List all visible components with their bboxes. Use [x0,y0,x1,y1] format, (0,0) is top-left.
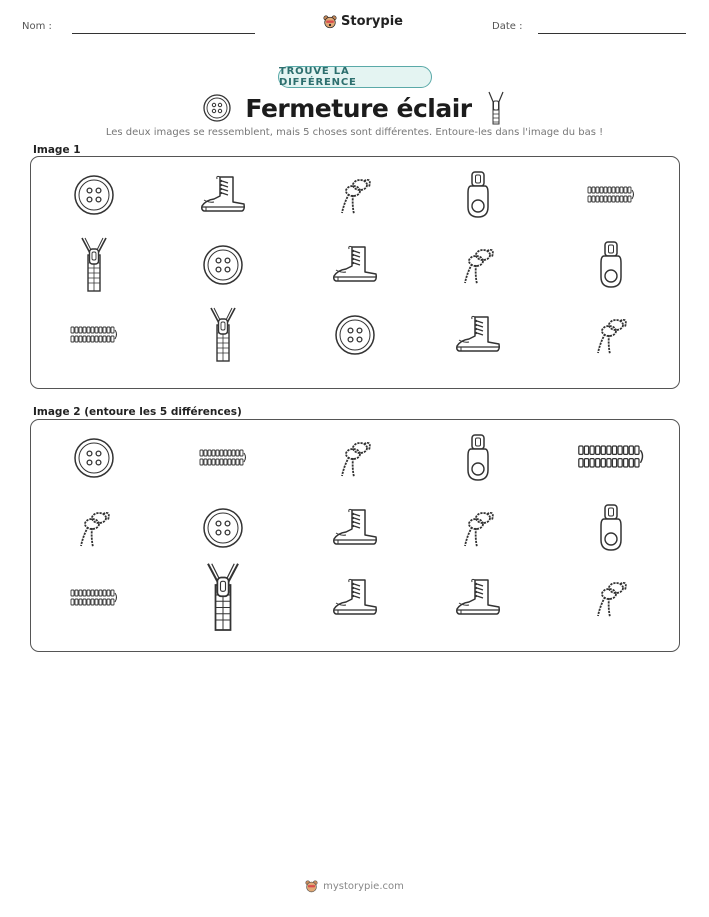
storypie-bear-icon [323,15,337,29]
storypie-bear-icon [305,880,318,893]
find-difference-badge: TROUVE LA DIFFÉRENCE [278,66,432,88]
zipper-pull-icon [465,171,491,223]
image2-cell-r2c5[interactable] [576,499,646,561]
rope-icon [590,313,632,361]
boot-icon [332,577,378,623]
zipper-teeth-icon [70,326,118,348]
button-icon [335,315,375,359]
zipper-pull-icon [598,504,624,556]
image2-cell-r1c2[interactable] [188,429,258,491]
button-icon [74,175,114,219]
rope-icon [334,436,376,484]
rope-icon [457,243,499,291]
name-line[interactable] [72,33,255,34]
image2-cell-r1c1[interactable] [59,429,129,491]
boot-icon [455,314,501,360]
image1-cell-r1c5[interactable] [576,166,646,228]
image2-cell-r1c4[interactable] [443,429,513,491]
image2-cell-r1c5[interactable] [576,429,646,491]
boot-icon [332,244,378,290]
footer-site: mystorypie.com [323,881,404,892]
image1-cell-r3c2[interactable] [188,306,258,368]
boot-icon [332,507,378,553]
button-icon [203,245,243,289]
image2-cell-r2c1[interactable] [59,499,129,561]
brand-logo [323,14,403,29]
zipper-pull-icon [598,241,624,293]
rope-icon [334,173,376,221]
image1-cell-r2c1[interactable] [59,236,129,298]
button-icon [74,438,114,482]
button-icon [203,508,243,552]
image1-cell-r3c1[interactable] [59,306,129,368]
image2-cell-r3c1[interactable] [59,569,129,631]
image1-label: Image 1 [33,144,81,156]
zipper-icon [204,563,242,638]
image1-cell-r1c2[interactable] [188,166,258,228]
page-title-row [0,92,709,124]
footer [0,880,709,893]
zipper-teeth-icon [577,445,644,476]
image2-cell-r3c4[interactable] [443,569,513,631]
zipper-teeth-icon [199,449,247,471]
image1-cell-r1c3[interactable] [320,166,390,228]
image2-cell-r3c2[interactable] [188,569,258,631]
date-label: Date : [492,21,523,32]
button-icon [203,94,231,122]
image2-label: Image 2 (entoure les 5 différences) [33,406,242,418]
image1-cell-r3c4[interactable] [443,306,513,368]
image1-cell-r2c4[interactable] [443,236,513,298]
instructions: Les deux images se ressemblent, mais 5 choses sont différentes. Entoure-les dans l'image du bas ! [105,127,604,138]
zipper-icon [208,307,238,367]
image2-cell-r1c3[interactable] [320,429,390,491]
zipper-pull-icon [465,434,491,486]
image2-cell-r3c3[interactable] [320,569,390,631]
zipper-icon [79,237,109,297]
image1-cell-r1c1[interactable] [59,166,129,228]
image1-panel [30,156,680,389]
zipper-teeth-icon [587,186,635,208]
image1-cell-r3c3[interactable] [320,306,390,368]
boot-icon [455,577,501,623]
image2-cell-r3c5[interactable] [576,569,646,631]
brand-name: Storypie [341,14,403,29]
zipper-teeth-icon [70,589,118,611]
image1-cell-r3c5[interactable] [576,306,646,368]
image2-cell-r2c3[interactable] [320,499,390,561]
date-line[interactable] [538,33,686,34]
image1-cell-r2c2[interactable] [188,236,258,298]
rope-icon [590,576,632,624]
image1-cell-r2c3[interactable] [320,236,390,298]
image2-cell-r2c4[interactable] [443,499,513,561]
image1-cell-r1c4[interactable] [443,166,513,228]
image2-panel[interactable] [30,419,680,652]
rope-icon [73,506,115,554]
image1-cell-r2c5[interactable] [576,236,646,298]
rope-icon [457,506,499,554]
page-title: Fermeture éclair [245,93,472,123]
name-label: Nom : [22,21,52,32]
image2-cell-r2c2[interactable] [188,499,258,561]
boot-icon [200,174,246,220]
zipper-icon [486,91,506,125]
